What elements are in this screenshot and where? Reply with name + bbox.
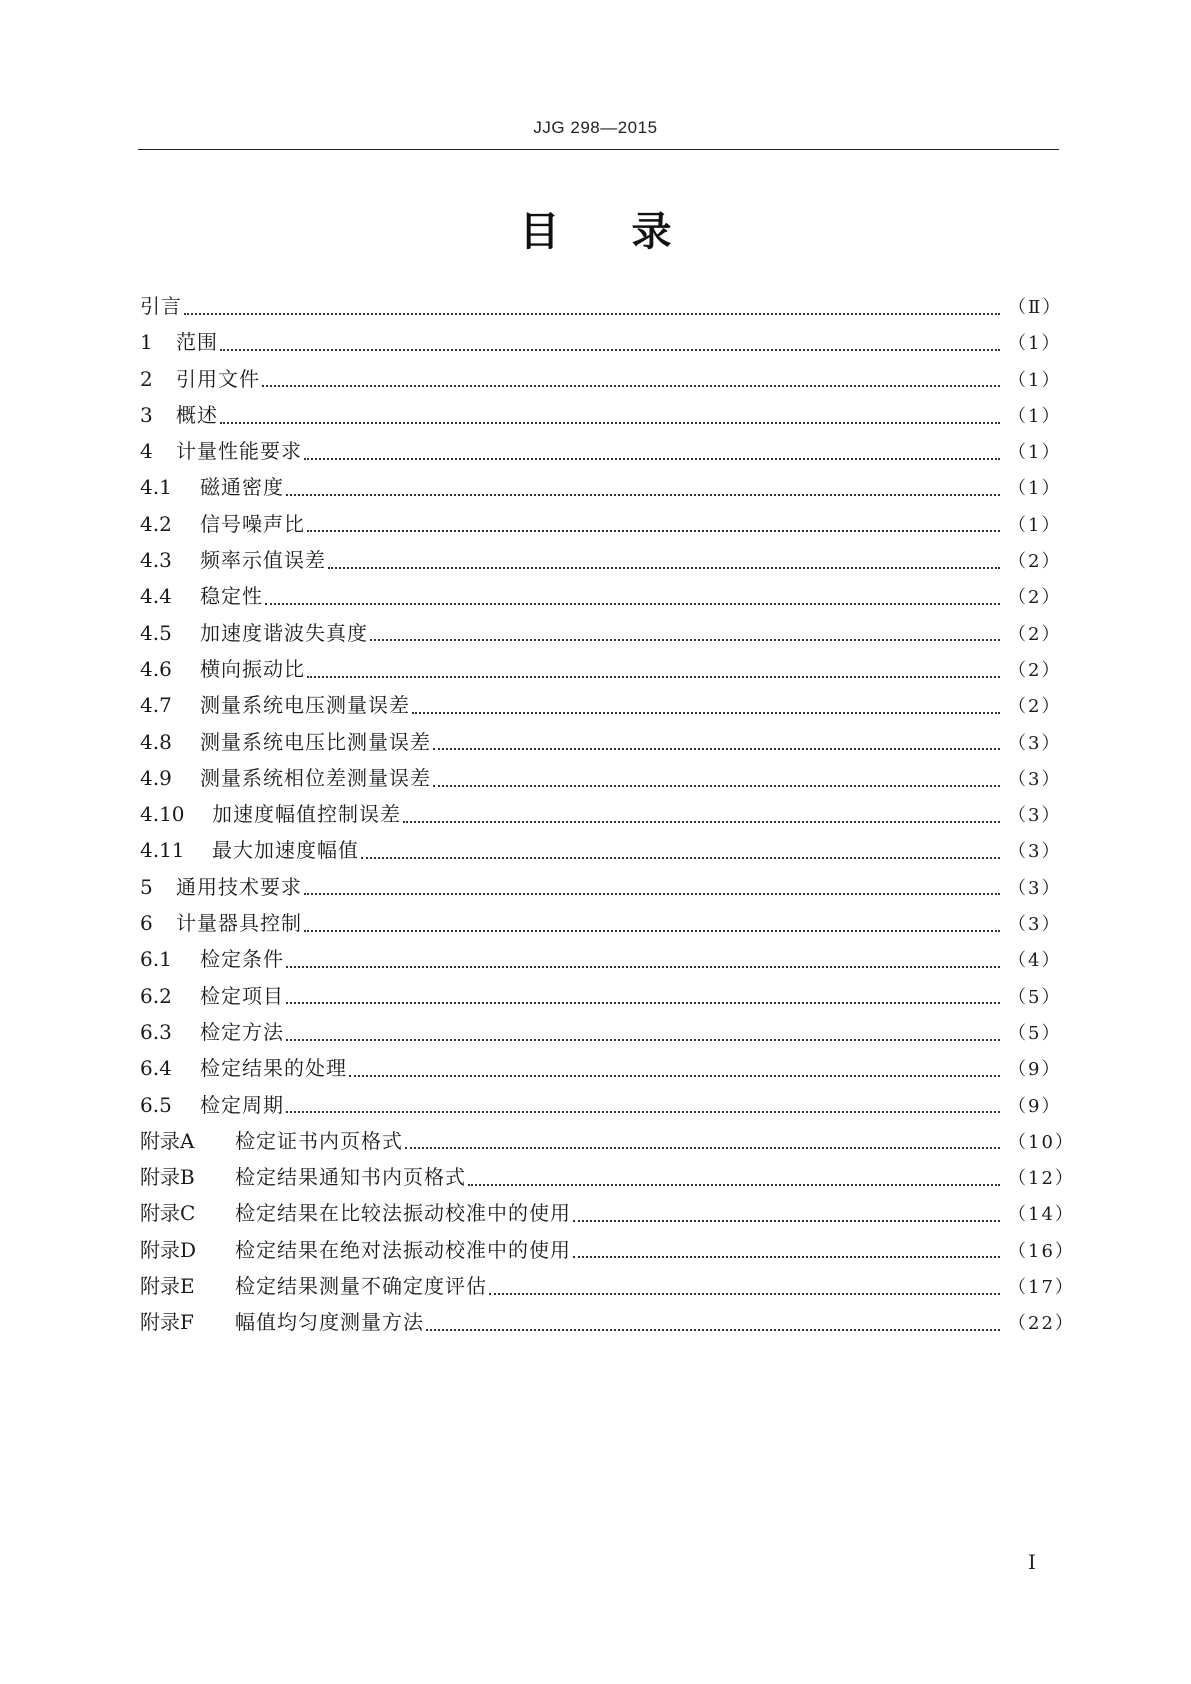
toc-entry-number: 6.5 [140,1092,172,1117]
toc-entry-page: （3） [1008,768,1062,790]
toc-entry-number: 附录D [140,1237,197,1262]
dot-leader [426,1318,1000,1331]
toc-entry-title: 检定结果在比较法振动校准中的使用 [235,1201,571,1226]
toc-entry-number: 4.5 [140,620,172,645]
toc-entry-number: 6.1 [140,947,172,972]
toc-entry-title: 测量系统相位差测量误差 [200,765,431,790]
toc-entry-number: 附录B [140,1165,195,1190]
toc-entry[interactable] [140,1268,1075,1304]
toc-entry-number: 附录A [140,1128,195,1153]
toc-entry[interactable] [140,288,1063,324]
toc-entry-page: （1） [1008,405,1062,427]
toc-entry[interactable] [140,361,1062,397]
dot-leader [349,1064,1000,1077]
toc-entry-title: 加速度谐波失真度 [200,620,368,645]
dot-leader [412,701,1000,714]
toc-entry-title: 磁通密度 [200,475,284,500]
toc-entry-number: 1 [140,330,153,355]
toc-entry[interactable] [140,469,1062,505]
toc-entry-page: （3） [1008,732,1062,754]
toc-entry-title: 通用技术要求 [176,874,302,899]
dot-leader [328,556,1000,569]
dot-leader [286,1100,1000,1113]
toc-entry-page: （5） [1008,986,1062,1008]
dot-leader [286,955,1000,968]
toc-entry-page: （1） [1008,514,1062,536]
dot-leader [370,628,1000,641]
toc-entry[interactable] [140,869,1062,905]
toc-entry-page: （1） [1008,333,1062,355]
toc-entry-page: （17） [1008,1277,1075,1299]
dot-leader [573,1209,1000,1222]
toc-entry-title: 检定结果测量不确定度评估 [235,1274,487,1299]
toc-entry-page: （12） [1008,1168,1075,1190]
toc-entry-title: 信号噪声比 [200,511,305,536]
toc-entry-title: 最大加速度幅值 [212,838,359,863]
toc-entry[interactable] [140,506,1062,542]
toc-entry-page: （2） [1008,551,1062,573]
toc-entry-title: 检定结果在绝对法振动校准中的使用 [235,1237,571,1262]
toc-entry-page: （1） [1008,369,1062,391]
toc-entry-number: 4.11 [140,838,185,863]
toc-entry[interactable] [140,905,1062,941]
toc-entry[interactable] [140,760,1062,796]
dot-leader [286,991,1000,1004]
dot-leader [405,1136,1000,1149]
dot-leader [307,665,1000,678]
dot-leader [304,919,1000,932]
toc-entry-title: 检定条件 [200,947,284,972]
toc-entry-number: 4.3 [140,548,172,573]
toc-entry-number: 4.4 [140,584,172,609]
toc-entry-title: 检定周期 [200,1092,284,1117]
toc-entry[interactable] [140,397,1062,433]
toc-entry-page: （2） [1008,623,1062,645]
toc-entry-number: 附录C [140,1201,196,1226]
toc-entry-page: （16） [1008,1240,1075,1262]
toc-entry-number: 4 [140,439,153,464]
page-title: 目录 [519,209,744,255]
toc-entry[interactable] [140,1195,1075,1231]
toc-entry-page: （2） [1008,587,1062,609]
toc-entry-page: （9） [1008,1059,1062,1081]
toc-entry-page: （10） [1008,1131,1075,1153]
toc-entry-page: （3） [1008,805,1062,827]
toc-entry-number: 4.9 [140,765,172,790]
toc-entry-number: 4.8 [140,729,172,754]
toc-entry[interactable] [140,832,1062,868]
dot-leader [265,592,1000,605]
dot-leader [573,1245,1000,1258]
toc-entry-page: （1） [1008,442,1062,464]
dot-leader [262,374,1000,387]
toc-entry[interactable] [140,796,1062,832]
toc-entry[interactable] [140,1304,1075,1340]
toc-entry-number: 6 [140,911,153,936]
toc-entry-title: 引言 [140,294,182,318]
toc-entry-title: 检定证书内页格式 [235,1128,403,1153]
toc-entry-page: （9） [1008,1095,1062,1117]
toc-entry[interactable] [140,941,1062,977]
toc-entry-page: （3） [1008,877,1062,899]
toc-entry-number: 4.2 [140,511,172,536]
dot-leader [433,737,1000,750]
toc-entry[interactable] [140,1159,1075,1195]
dot-leader [286,1028,1000,1041]
dot-leader [489,1282,1000,1295]
toc-entry[interactable] [140,542,1062,578]
toc-entry-number: 附录F [140,1310,194,1335]
dot-leader [184,302,1000,315]
toc-entry-title: 测量系统电压测量误差 [200,693,410,718]
toc-entry[interactable] [140,578,1062,614]
toc-entry-page: （3） [1008,914,1062,936]
toc-entry-title: 加速度幅值控制误差 [212,802,401,827]
toc-entry[interactable] [140,1232,1075,1268]
header-rule [138,149,1059,150]
toc-entry-number: 4.7 [140,693,172,718]
dot-leader [468,1173,1000,1186]
toc-entry-title: 检定结果的处理 [200,1056,347,1081]
dot-leader [403,810,1000,823]
toc-entry-number: 2 [140,366,153,391]
toc-entry[interactable] [140,1087,1062,1123]
toc-entry-number: 6.2 [140,983,172,1008]
toc-entry-title: 检定项目 [200,983,284,1008]
toc-entry[interactable] [140,724,1062,760]
table-of-contents [140,288,1075,1341]
page-number: I [1028,1550,1036,1574]
toc-entry-page: （22） [1008,1313,1075,1335]
toc-entry-page: （4） [1008,950,1062,972]
toc-entry-number: 5 [140,874,153,899]
dot-leader [286,483,1000,496]
toc-entry-page: （2） [1008,696,1062,718]
toc-entry[interactable] [140,1123,1075,1159]
toc-entry-page: （2） [1008,659,1062,681]
toc-entry-title: 概述 [176,402,218,427]
toc-entry-title: 幅值均匀度测量方法 [235,1310,424,1335]
toc-entry-number: 附录E [140,1274,195,1299]
toc-entry-title: 计量器具控制 [176,911,302,936]
toc-entry[interactable] [140,651,1062,687]
dot-leader [307,519,1000,532]
toc-entry-title: 测量系统电压比测量误差 [200,729,431,754]
toc-entry-page: （Ⅱ） [1008,297,1063,318]
toc-entry-title: 检定结果通知书内页格式 [235,1165,466,1190]
toc-entry-title: 检定方法 [200,1019,284,1044]
toc-entry[interactable] [140,978,1062,1014]
dot-leader [220,338,1000,351]
document-code-header: JJG 298—2015 [533,118,658,137]
toc-entry[interactable] [140,433,1062,469]
toc-entry-number: 3 [140,402,153,427]
dot-leader [304,447,1000,460]
toc-entry-number: 4.6 [140,656,172,681]
toc-entry-number: 4.10 [140,802,185,827]
toc-entry-number: 6.3 [140,1019,172,1044]
toc-entry-title: 横向振动比 [200,656,305,681]
toc-entry-number: 6.4 [140,1056,172,1081]
toc-entry-title: 频率示值误差 [200,548,326,573]
dot-leader [361,846,1000,859]
toc-entry-page: （14） [1008,1204,1075,1226]
dot-leader [220,411,1000,424]
toc-entry-page: （1） [1008,478,1062,500]
toc-entry[interactable] [140,1014,1062,1050]
toc-entry-title: 引用文件 [176,366,260,391]
toc-entry[interactable] [140,615,1062,651]
dot-leader [304,882,1000,895]
toc-entry[interactable] [140,687,1062,723]
toc-entry-title: 计量性能要求 [176,439,302,464]
dot-leader [433,774,1000,787]
toc-entry[interactable] [140,1050,1062,1086]
toc-entry-page: （3） [1008,841,1062,863]
toc-entry-title: 稳定性 [200,584,263,609]
toc-entry-title: 范围 [176,330,218,355]
toc-entry-page: （5） [1008,1022,1062,1044]
toc-entry-number: 4.1 [140,475,172,500]
toc-entry[interactable] [140,324,1062,360]
